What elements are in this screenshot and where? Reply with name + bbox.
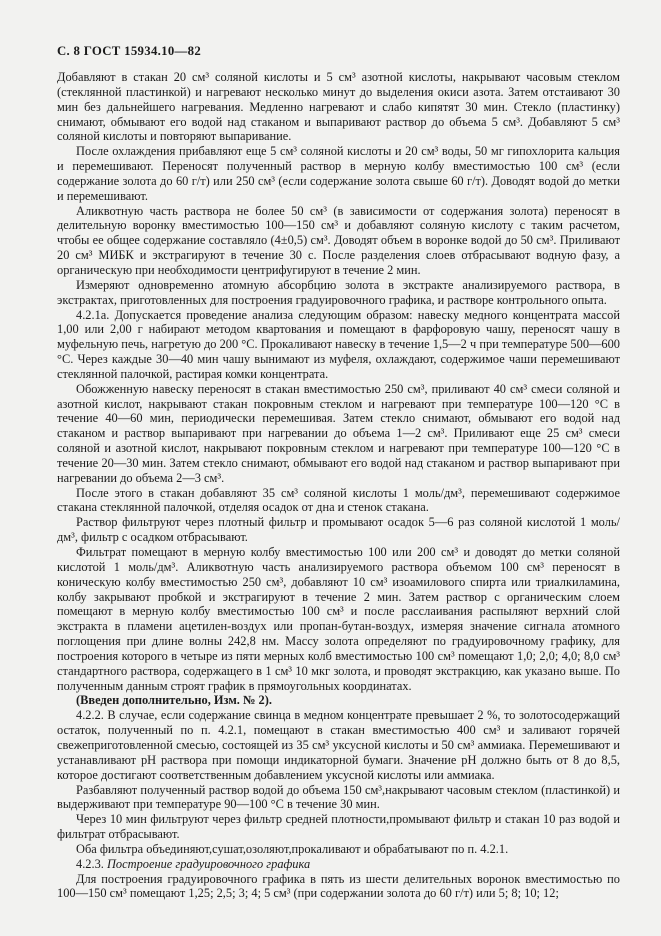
- paragraph-4-2-2: [57, 708, 620, 782]
- paragraph: [57, 545, 620, 693]
- paragraph: [57, 144, 620, 203]
- text-segment: Раствор фильтруют через плотный фильтр и промывают осадок 5—6 раз соляной кислотой 1 моль/дм³, фильтр с осадком отбрасывают.: [57, 515, 620, 545]
- text-segment: Измеряют одновременно атомную абсорбцию золота в экстракте анализируемого раствора, в экстрактах, приготовленных для построения градуировочного графика, и растворе контрольного опыта.: [57, 277, 620, 307]
- paragraph: [57, 486, 620, 516]
- paragraph-amendment-note: [57, 693, 620, 708]
- paragraph-continuation: [57, 70, 620, 144]
- text-segment: После этого в стакан добавляют 35 см³ соляной кислоты 1 моль/дм³, перемешивают содержимое стакана стеклянной палочкой, отделяя осадок от дна и стенок стакана.: [57, 485, 620, 515]
- paragraph-4-2-1a: [57, 308, 620, 382]
- text-segment: 4.2.3.: [76, 856, 107, 871]
- text-segment: Добавляют в стакан 20 см³ соляной кислоты и 5 см³ азотной кислоты, накрывают часовым стеклом (стеклянной пластинкой) и нагревают несколько минут до выделения окиси азота. Затем отстаивают 30 мин без дальнейшего нагревания. Медленно нагревают и слабо кипятят 30 мин. Стекло (пластинку) снимают, обмывают его водой над стаканом и выпаривают раствор до объема 5 см³. Добавляют 5 см³ соляной кислоты и повторяют выпаривание.: [57, 70, 620, 144]
- paragraph: [57, 783, 620, 813]
- text-segment: Для построения градуировочного графика в пять из шести делительных воронок вместимостью по 100—150 см³ помещают 1,25; 2,5; 3; 4; 5 см³ (при содержании золота до 60 г/т) или 5; 8; 10; 12;: [57, 871, 620, 901]
- paragraph: [57, 204, 620, 278]
- paragraph-4-2-3-heading: [57, 857, 620, 872]
- text-segment: (Введен дополнительно, Изм. № 2).: [76, 693, 272, 708]
- text-segment: После охлаждения прибавляют еще 5 см³ соляной кислоты и 20 см³ воды, 50 мг гипохлорита кальция и перемешивают. Переносят полученный раствор в мерную колбу вместимостью 100 см³ (если содержание золота до 60 г/т) или 250 см³ (если содержание золота свыше 60 г/т). Доводят водой до метки и перемешивают.: [57, 144, 620, 203]
- text-segment: Разбавляют полученный раствор водой до объема 150 см³,накрывают часовым стеклом (пластинкой) и выдерживают при температуре 90—100 °С в течение 30 мин.: [57, 782, 620, 812]
- text-segment: 4.2.2. В случае, если содержание свинца в медном концентрате превышает 2 %, то золотосодержащий остаток, полученный по п. 4.2.1, помещают в стакан вместимостью 400 см³ и заливают горячей свежеприготовленной смесью, состоящей из 35 см³ уксусной кислоты и 50 см³ аммиака. Перемешивают и устанавливают рН раствора при помощи индикаторной бумаги. Значение рН должно быть от 8 до 8,5, которое достигают соответственным добавлением уксусной кислоты или аммиака.: [57, 708, 620, 782]
- text-segment: Построение градуировочного графика: [106, 856, 311, 871]
- document-body: [57, 70, 620, 901]
- page-header: С. 8 ГОСТ 15934.10—82: [57, 44, 202, 58]
- text-segment: Через 10 мин фильтруют через фильтр средней плотности,промывают фильтр и стакан 10 раз водой и фильтрат отбрасывают.: [57, 812, 620, 842]
- text-segment: Оба фильтра объединяют,сушат,озоляют,прокаливают и обрабатывают по п. 4.2.1.: [76, 841, 509, 856]
- paragraph: [57, 515, 620, 545]
- paragraph: [57, 872, 620, 902]
- text-segment: Обожженную навеску переносят в стакан вместимостью 250 см³, приливают 40 см³ смеси соляной и азотной кислот, накрывают стакан покровным стеклом и нагревают при температуре 100—120 °С в течение 40—60 мин, периодически перемешивая. Затем стекло снимают, обмывают его водой над стаканом и раствор выпаривают при нагревании до объема 1—2 см³. Приливают еще 25 см³ смеси соляной и азотной кислот, накрывают покровным стеклом и нагревают при температуре 100—120 °С в течение 20—30 мин. Затем стекло снимают, обмывают его водой над стаканом и раствор выпаривают при нагревании до объема 2—3 см³.: [57, 381, 620, 485]
- text-segment: Аликвотную часть раствора не более 50 см³ (в зависимости от содержания золота) переносят в делительную воронку вместимостью 100—150 см³ и добавляют соляную кислоту с таким расчетом, чтобы ее общее содержание составляло (4±0,5) см³. Доводят объем в воронке водой до 50 см³. Приливают 20 см³ МИБК и экстрагируют в течение 30 с. После разделения слоев отбрасывают водную фазу, а органическую при необходимости центрифугируют в течение 2 мин.: [57, 203, 620, 277]
- text-segment: Фильтрат помещают в мерную колбу вместимостью 100 или 200 см³ и доводят до метки соляной кислотой 1 моль/дм³. Аликвотную часть анализируемого раствора объемом 100 см³ переносят в коническую колбу вместимостью 250 см³, добавляют 10 см³ изоамилового спирта или триалкиламина, колбу закрывают пробкой и экстрагируют в течение 2 мин. Затем раствор с органическим слоем помещают в мерную колбу вместимостью 100 см³ и после расслаивания распыляют верхний слой экстракта в пламени ацетилен-воздух или пропан-бутан-воздух, измеряя значение сигнала атомного поглощения при длине волны 242,8 нм. Массу золота определяют по градуировочному графику, для построения которого в четыре из пяти мерных колб вместимостью 100 см³ помещают 1,0; 2,0; 4,0; 8,0 см³ стандартного раствора, содержащего в 1 см³ 10 мкг золота, и проводят экстракцию, как указано выше. По полученным данным строят график в прямоугольных координатах.: [57, 545, 620, 693]
- paragraph: [57, 842, 620, 857]
- paragraph: [57, 278, 620, 308]
- paragraph: [57, 382, 620, 486]
- text-segment: 4.2.1а. Допускается проведение анализа следующим образом: навеску медного концентрата массой 1,00 или 2,00 г набирают методом квартования и помещают в фарфоровую чашу, переносят чашу в муфельную печь, нагретую до 200 °С. Прокаливают навеску в течение 1,5—2 ч при температуре 500—600 °С. Через каждые 30—40 мин чашу вынимают из муфеля, охлаждают, содержимое чаши перемешивают стеклянной палочкой, растирая комки концентрата.: [57, 307, 620, 381]
- paragraph: [57, 812, 620, 842]
